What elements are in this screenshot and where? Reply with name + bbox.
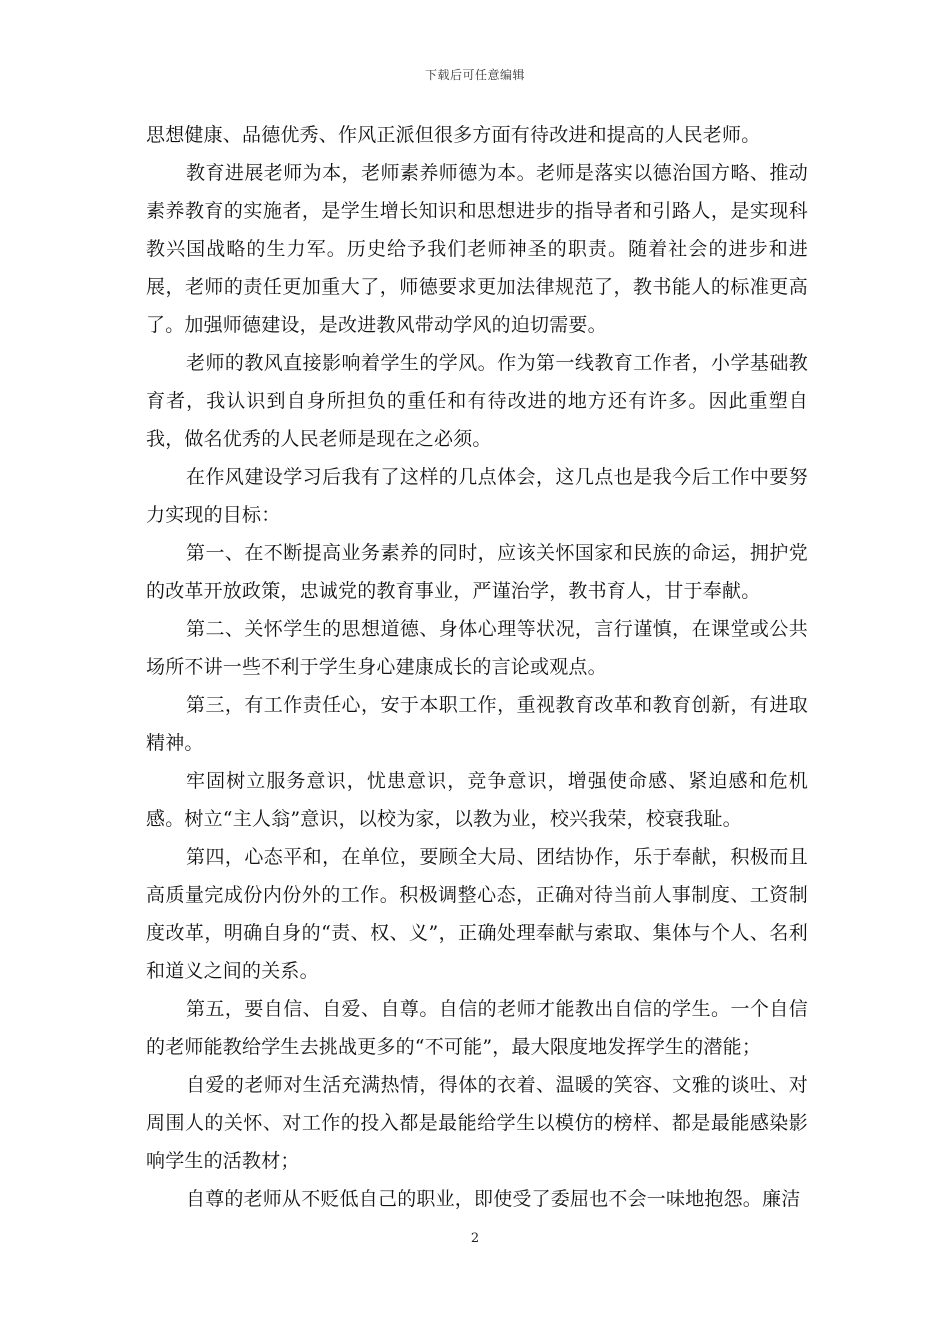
paragraph: 第二、关怀学生的思想道德、身体心理等状况，言行谨慎，在课堂或公共场所不讲一些不利于学生身心建康成长的言论或观点。 [146, 618, 808, 678]
paragraph-continuation: 思想健康、品德优秀、作风正派但很多方面有待改进和提高的人民老师。 [146, 124, 761, 146]
paragraph: 第四，心态平和，在单位，要顾全大局、团结协作，乐于奉献，积极而且高质量完成份内份外的工作。积极调整心态，正确对待当前人事制度、工资制度改革，明确自身的“责、权、义”，正确处理奉献与索取、集体与个人、名利和道义之间的关系。 [146, 846, 808, 982]
paragraph: 在作风建设学习后我有了这样的几点体会，这几点也是我今后工作中要努力实现的目标： [146, 466, 808, 526]
page-header: 下载后可任意编辑 [424, 68, 525, 82]
paragraph: 自尊的老师从不贬低自己的职业，即使受了委屈也不会一味地抱怨。廉洁 [186, 1188, 801, 1210]
page-number: 2 [470, 1231, 480, 1246]
paragraph: 第一、在不断提高业务素养的同时，应该关怀国家和民族的命运，拥护党的改革开放政策，忠诚党的教育事业，严谨治学，教书育人，甘于奉献。 [146, 542, 808, 602]
paragraph: 第五，要自信、自爱、自尊。自信的老师才能教出自信的学生。一个自信的老师能教给学生去挑战更多的“不可能”，最大限度地发挥学生的潜能； [146, 998, 808, 1058]
paragraph: 教育进展老师为本，老师素养师德为本。老师是落实以德治国方略、推动素养教育的实施者，是学生增长知识和思想进步的指导者和引路人，是实现科教兴国战略的生力军。历史给予我们老师神圣的职责。随着社会的进步和进展，老师的责任更加重大了，师德要求更加法律规范了，教书能人的标准更高了。加强师德建设，是改进教风带动学风的迫切需要。 [146, 162, 808, 336]
paragraph: 第三，有工作责任心，安于本职工作，重视教育改革和教育创新，有进取精神。 [146, 694, 808, 754]
document-body [146, 116, 808, 1218]
paragraph: 自爱的老师对生活充满热情，得体的衣着、温暖的笑容、文雅的谈吐、对周围人的关怀、对工作的投入都是最能给学生以模仿的榜样、都是最能感染影响学生的活教材； [146, 1074, 808, 1172]
paragraph: 老师的教风直接影响着学生的学风。作为第一线教育工作者，小学基础教育者，我认识到自身所担负的重任和有待改进的地方还有许多。因此重塑自我，做名优秀的人民老师是现在之必须。 [146, 352, 808, 450]
paragraph: 牢固树立服务意识，忧患意识，竞争意识，增强使命感、紧迫感和危机感。树立“主人翁”意识，以校为家，以教为业，校兴我荣，校衰我耻。 [146, 770, 808, 830]
